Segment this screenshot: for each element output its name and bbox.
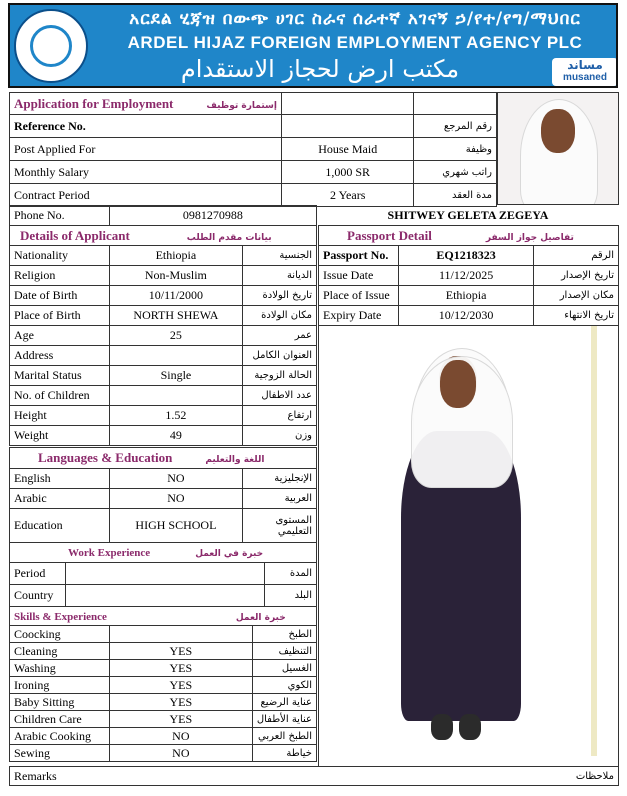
field-label-arabic: تاريخ الإصدار bbox=[534, 266, 619, 286]
passport-title: Passport Detail تفاصيل جواز السفر bbox=[319, 226, 619, 246]
table-row bbox=[10, 266, 317, 286]
musaned-logo-arabic: مساند bbox=[567, 58, 603, 72]
table-row bbox=[10, 346, 317, 366]
field-label-arabic: الغسيل bbox=[252, 660, 316, 677]
field-value: Ethiopia bbox=[109, 246, 242, 266]
field-label-arabic: خياطة bbox=[252, 745, 316, 762]
table-row bbox=[10, 509, 317, 543]
full-body-photo bbox=[318, 326, 619, 766]
field-value: 2 Years bbox=[281, 184, 414, 207]
field-label: Date of Birth bbox=[10, 286, 110, 306]
field-label-arabic: عناية الرضيع bbox=[252, 694, 316, 711]
globe-icon bbox=[30, 25, 72, 67]
field-label-arabic: رقم المرجع bbox=[414, 115, 497, 138]
field-label-arabic: التنظيف bbox=[252, 643, 316, 660]
field-label: Country bbox=[10, 585, 66, 607]
field-label: Religion bbox=[10, 266, 110, 286]
field-label: Expiry Date bbox=[319, 306, 399, 326]
table-row bbox=[10, 643, 317, 660]
field-label: No. of Children bbox=[10, 386, 110, 406]
field-value: YES bbox=[109, 694, 252, 711]
field-value bbox=[109, 386, 242, 406]
field-value bbox=[281, 115, 414, 138]
field-label: Education bbox=[10, 509, 110, 543]
field-label: Children Care bbox=[10, 711, 110, 728]
field-label-arabic: المدة bbox=[265, 563, 317, 585]
field-label: Monthly Salary bbox=[10, 161, 282, 184]
table-row bbox=[10, 728, 317, 745]
agency-name-arabic: مكتب ارض لحجاز الاستقدام bbox=[180, 55, 460, 83]
table-row bbox=[319, 306, 619, 326]
field-value: YES bbox=[109, 711, 252, 728]
field-label-arabic: مكان الإصدار bbox=[534, 286, 619, 306]
field-value: 25 bbox=[109, 326, 242, 346]
field-value bbox=[65, 563, 264, 585]
applicant-title: Details of Applicant بيانات مقدم الطلب bbox=[10, 226, 317, 246]
field-label: Cleaning bbox=[10, 643, 110, 660]
field-label: English bbox=[10, 469, 110, 489]
field-value: NO bbox=[109, 745, 252, 762]
field-label-arabic: تاريخ الولادة bbox=[243, 286, 317, 306]
field-label: Ironing bbox=[10, 677, 110, 694]
work-table bbox=[9, 542, 317, 607]
phone-value: 0981270988 bbox=[109, 206, 316, 226]
remarks-label-arabic: ملاحظات bbox=[314, 767, 619, 786]
languages-table bbox=[9, 447, 317, 543]
field-value: EQ1218323 bbox=[398, 246, 533, 266]
table-row bbox=[10, 745, 317, 762]
field-label: Period bbox=[10, 563, 66, 585]
field-label: Age bbox=[10, 326, 110, 346]
field-label-arabic: الحالة الزوجية bbox=[243, 366, 317, 386]
table-row bbox=[10, 326, 317, 346]
applicant-table bbox=[9, 225, 317, 446]
languages-title: Languages & Education اللغة والتعليم bbox=[10, 448, 317, 469]
table-row bbox=[10, 694, 317, 711]
field-label: Sewing bbox=[10, 745, 110, 762]
field-value: NO bbox=[109, 489, 243, 509]
field-label: Nationality bbox=[10, 246, 110, 266]
field-label-arabic: راتب شهري bbox=[414, 161, 497, 184]
skills-title: Skills & Experience خبرة العمل bbox=[10, 607, 317, 626]
field-value: 10/12/2030 bbox=[398, 306, 533, 326]
skills-table bbox=[9, 606, 317, 762]
table-row bbox=[319, 246, 619, 266]
field-label: Height bbox=[10, 406, 110, 426]
field-value bbox=[109, 346, 242, 366]
table-row bbox=[10, 563, 317, 585]
table-row bbox=[10, 286, 317, 306]
field-label: Reference No. bbox=[10, 115, 282, 138]
field-label-arabic: العربية bbox=[243, 489, 317, 509]
field-label: Passport No. bbox=[319, 246, 399, 266]
field-value: YES bbox=[109, 677, 252, 694]
field-value: HIGH SCHOOL bbox=[109, 509, 243, 543]
field-value: 1.52 bbox=[109, 406, 242, 426]
table-row bbox=[10, 711, 317, 728]
field-value: YES bbox=[109, 643, 252, 660]
agency-logo bbox=[14, 9, 88, 83]
field-label-arabic: البلد bbox=[265, 585, 317, 607]
field-value: 49 bbox=[109, 426, 242, 446]
table-row bbox=[10, 246, 317, 266]
passport-table bbox=[318, 225, 619, 326]
field-value: House Maid bbox=[281, 138, 414, 161]
field-label: Address bbox=[10, 346, 110, 366]
field-label-arabic: عدد الاطفال bbox=[243, 386, 317, 406]
work-title: Work Experience خبرة في العمل bbox=[10, 543, 317, 563]
table-row bbox=[10, 626, 317, 643]
field-label-arabic: مكان الولادة bbox=[243, 306, 317, 326]
field-value: YES bbox=[109, 660, 252, 677]
field-label: Weight bbox=[10, 426, 110, 446]
field-value: 10/11/2000 bbox=[109, 286, 242, 306]
field-label-arabic: الإنجليزية bbox=[243, 469, 317, 489]
field-label: Arabic Cooking bbox=[10, 728, 110, 745]
table-row bbox=[10, 386, 317, 406]
field-label-arabic: العنوان الكامل bbox=[243, 346, 317, 366]
table-row bbox=[10, 677, 317, 694]
application-title: Application for Employment إستمارة توظيف bbox=[10, 93, 282, 115]
headshot-photo bbox=[497, 92, 619, 205]
field-value: NO bbox=[109, 469, 243, 489]
field-label-arabic: عناية الأطفال bbox=[252, 711, 316, 728]
table-row bbox=[319, 286, 619, 306]
field-label-arabic: المستوى التعليمي bbox=[243, 509, 317, 543]
agency-name-amharic: አርደል ሂጃዝ በውጭ ሀገር ስራና ሰራተኛ አገናኝ ኃ/የተ/የግ/ማህበር bbox=[129, 9, 581, 29]
field-label-arabic: عمر bbox=[243, 326, 317, 346]
field-value: Single bbox=[109, 366, 242, 386]
musaned-logo bbox=[552, 58, 618, 86]
table-row bbox=[10, 426, 317, 446]
table-row bbox=[10, 406, 317, 426]
agency-banner bbox=[8, 3, 618, 88]
field-label-arabic: ارتفاع bbox=[243, 406, 317, 426]
field-label: Arabic bbox=[10, 489, 110, 509]
field-label: Marital Status bbox=[10, 366, 110, 386]
field-label-arabic: تاريخ الانتهاء bbox=[534, 306, 619, 326]
field-value: Ethiopia bbox=[398, 286, 533, 306]
table-row bbox=[10, 366, 317, 386]
table-row bbox=[10, 306, 317, 326]
field-label: Place of Birth bbox=[10, 306, 110, 326]
musaned-logo-english: musaned bbox=[563, 72, 607, 83]
phone-label: Phone No. bbox=[10, 206, 110, 226]
field-label: Place of Issue bbox=[319, 286, 399, 306]
field-label: Post Applied For bbox=[10, 138, 282, 161]
field-label-arabic: وظيفة bbox=[414, 138, 497, 161]
field-value bbox=[65, 585, 264, 607]
field-label: Contract Period bbox=[10, 184, 282, 207]
field-label: Washing bbox=[10, 660, 110, 677]
field-value: 11/12/2025 bbox=[398, 266, 533, 286]
field-value bbox=[109, 626, 252, 643]
field-label-arabic: الطبخ bbox=[252, 626, 316, 643]
field-value: 1,000 SR bbox=[281, 161, 414, 184]
table-row bbox=[10, 115, 497, 138]
application-table bbox=[9, 92, 497, 207]
field-label-arabic: الديانة bbox=[243, 266, 317, 286]
table-row bbox=[10, 161, 497, 184]
field-label-arabic: وزن bbox=[243, 426, 317, 446]
table-row bbox=[10, 585, 317, 607]
agency-name-english: ARDEL HIJAZ FOREIGN EMPLOYMENT AGENCY PLC bbox=[127, 33, 583, 52]
table-row bbox=[10, 138, 497, 161]
field-label-arabic: الرقم bbox=[534, 246, 619, 266]
field-label-arabic: مدة العقد bbox=[414, 184, 497, 207]
field-label-arabic: الطبخ العربي bbox=[252, 728, 316, 745]
remarks-label: Remarks bbox=[10, 767, 315, 786]
field-label-arabic: الجنسية bbox=[243, 246, 317, 266]
field-value: NO bbox=[109, 728, 252, 745]
table-row bbox=[10, 469, 317, 489]
table-row bbox=[10, 489, 317, 509]
candidate-name: SHITWEY GELETA ZEGEYA bbox=[387, 208, 549, 222]
table-row bbox=[319, 266, 619, 286]
table-row bbox=[10, 660, 317, 677]
field-label: Coocking bbox=[10, 626, 110, 643]
field-label: Baby Sitting bbox=[10, 694, 110, 711]
table-row bbox=[10, 184, 497, 207]
field-label: Issue Date bbox=[319, 266, 399, 286]
phone-table bbox=[9, 205, 317, 226]
field-label-arabic: الكوي bbox=[252, 677, 316, 694]
remarks-table bbox=[9, 766, 619, 786]
field-value: NORTH SHEWA bbox=[109, 306, 242, 326]
field-value: Non-Muslim bbox=[109, 266, 242, 286]
